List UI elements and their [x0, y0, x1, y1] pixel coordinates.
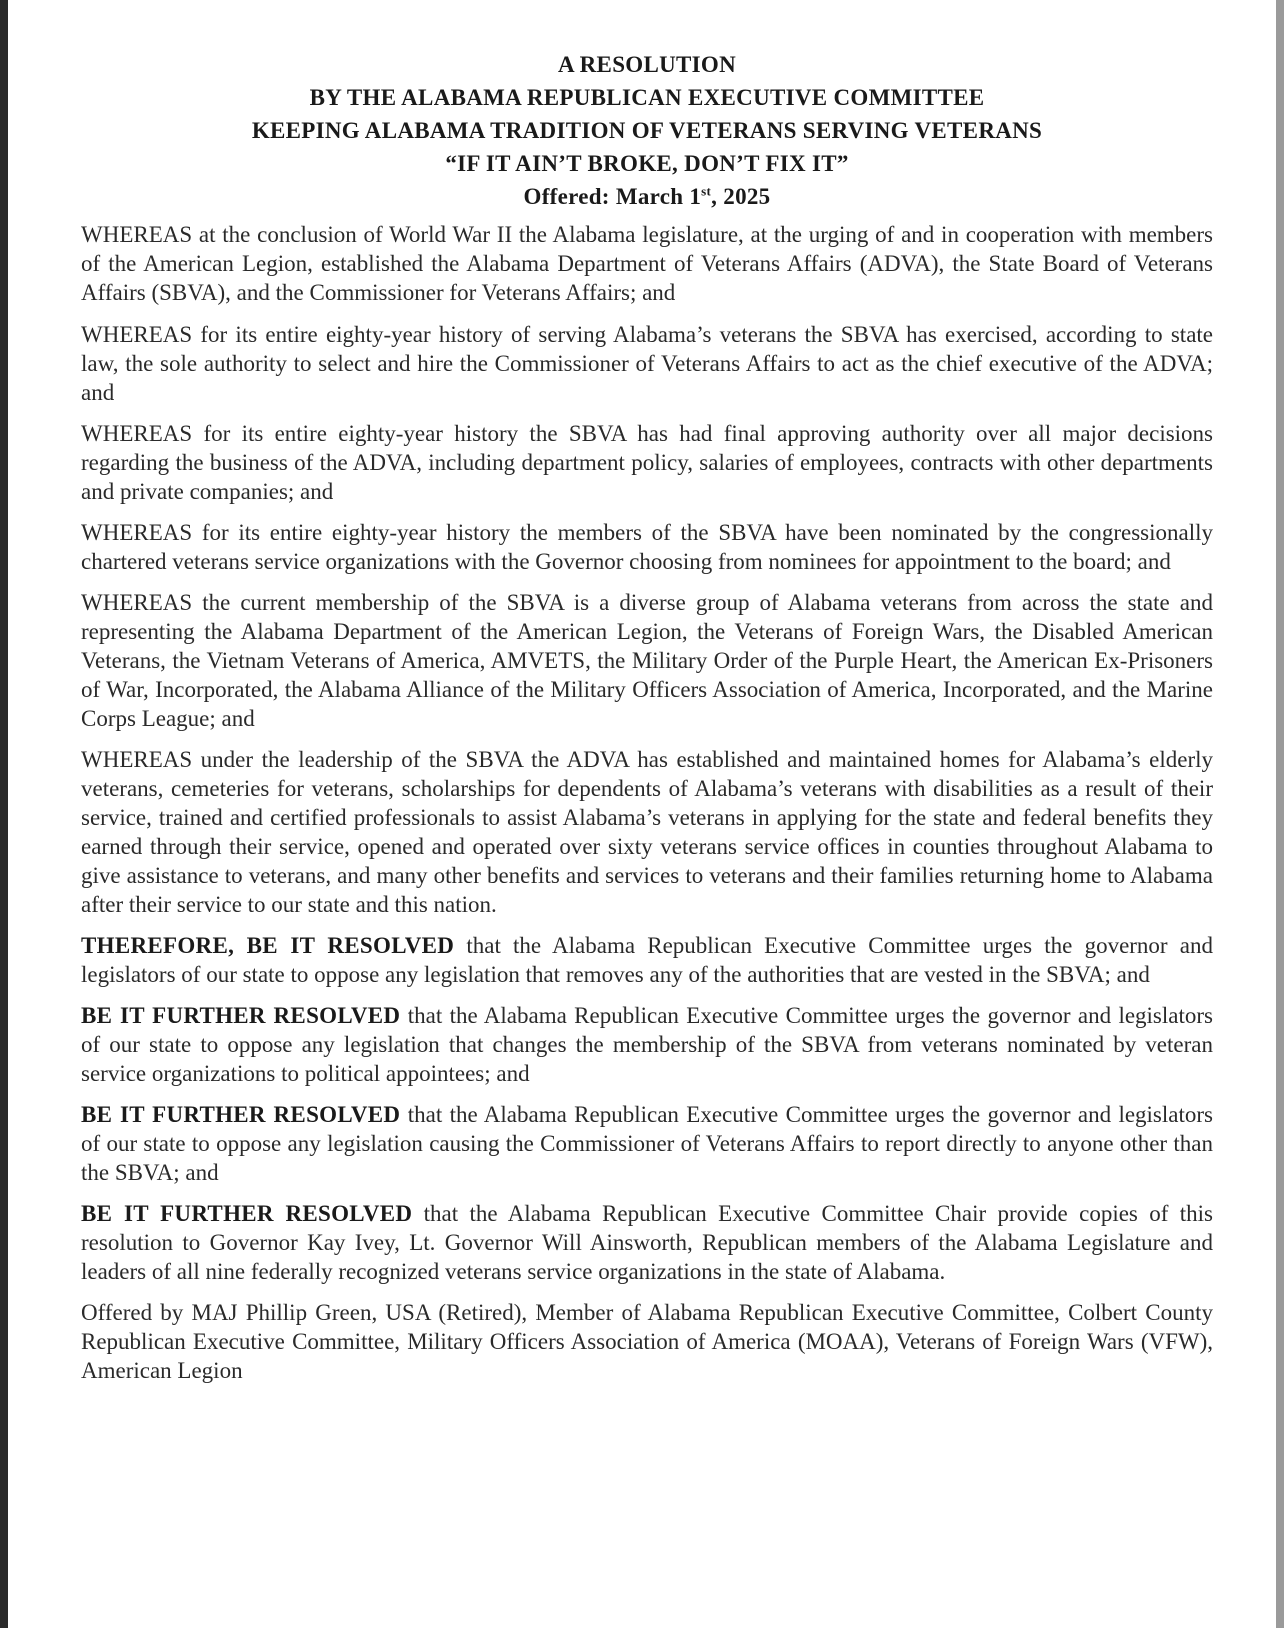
resolved-text: that the Alabama Republican Executive Committee urges the governor and legislators of our state to oppose any legislation that changes the membership of the SBVA from veterans nominated by veteran service organizations to political appointees; and	[81, 1003, 1213, 1086]
resolved-lead: BE IT FURTHER RESOLVED	[81, 1003, 401, 1028]
resolved-text: that the Alabama Republican Executive Committee Chair provide copies of this resolution to Governor Kay Ivey, Lt. Governor Will Ainsworth, Republican members of the Alabama Legislature and leaders of all nine federally recognized veterans service organizations in the state of Alabama.	[81, 1201, 1213, 1284]
whereas-clause: WHEREAS for its entire eighty-year history the SBVA has had final approving authority over all major decisions regarding the business of the ADVA, including department policy, salaries of employees, contracts with other departments and private companies; and	[81, 421, 1213, 504]
whereas-clause: WHEREAS under the leadership of the SBVA the ADVA has established and maintained homes for Alabama’s elderly veterans, cemeteries for veterans, scholarships for dependents of Alabama’s veterans with disabilities as a result of their service, trained and certified professionals to assist Alabama’s veterans in applying for the state and federal benefits they earned through their service, opened and operated over sixty veterans service offices in counties throughout Alabama to give assistance to veterans, and many other benefits and services to veterans and their families returning home to Alabama after their service to our state and this nation.	[81, 747, 1213, 917]
right-scan-edge	[1276, 0, 1284, 1628]
resolved-lead: THEREFORE, BE IT RESOLVED	[81, 933, 455, 958]
left-scan-edge	[0, 0, 8, 1628]
header-motto: “IF IT AIN’T BROKE, DON’T FIX IT”	[445, 151, 849, 176]
document-body	[81, 220, 1213, 1385]
header-committee: BY THE ALABAMA REPUBLICAN EXECUTIVE COMMITTEE	[309, 85, 985, 110]
header-title: A RESOLUTION	[557, 52, 737, 77]
whereas-clause: WHEREAS at the conclusion of World War II the Alabama legislature, at the urging of and in cooperation with members of the American Legion, established the Alabama Department of Veterans Affairs (ADVA), the State Board of Veterans Affairs (SBVA), and the Commissioner for Veterans Affairs; and	[81, 222, 1213, 305]
whereas-clause: WHEREAS for its entire eighty-year history the members of the SBVA have been nominated by the congressionally chartered veterans service organizations with the Governor choosing from nominees for appointment to the board; and	[81, 520, 1213, 574]
offered-date-ordinal: st	[701, 183, 712, 199]
resolved-text: that the Alabama Republican Executive Committee urges the governor and legislators of our state to oppose any legislation that removes any of the authorities that are vested in the SBVA; and	[81, 933, 1213, 987]
resolved-clause	[81, 1100, 1213, 1187]
header-offered-date	[81, 180, 1213, 213]
resolved-lead: BE IT FURTHER RESOLVED	[81, 1201, 413, 1226]
whereas-clause: WHEREAS for its entire eighty-year history of serving Alabama’s veterans the SBVA has exercised, according to state law, the sole authority to select and hire the Commissioner of Veterans Affairs to act as the chief executive of the ADVA; and	[81, 322, 1213, 405]
document-header	[81, 48, 1213, 213]
resolved-clause	[81, 1199, 1213, 1286]
resolution-document	[81, 48, 1213, 1397]
offered-date-prefix: Offered: March 1	[523, 184, 702, 209]
whereas-clause: WHEREAS the current membership of the SBVA is a diverse group of Alabama veterans from across the state and representing the Alabama Department of the American Legion, the Veterans of Foreign Wars, the Disabled American Veterans, the Vietnam Veterans of America, AMVETS, the Military Order of the Purple Heart, the American Ex-Prisoners of War, Incorporated, the Alabama Alliance of the Military Officers Association of America, Incorporated, and the Marine Corps League; and	[81, 590, 1213, 731]
resolved-clause	[81, 931, 1213, 989]
resolved-lead: BE IT FURTHER RESOLVED	[81, 1102, 401, 1127]
resolved-clause	[81, 1001, 1213, 1088]
header-subject: KEEPING ALABAMA TRADITION OF VETERANS SERVING VETERANS	[251, 118, 1043, 143]
resolved-text: that the Alabama Republican Executive Committee urges the governor and legislators of our state to oppose any legislation causing the Commissioner of Veterans Affairs to report directly to anyone other than the SBVA; and	[81, 1102, 1213, 1185]
offered-date-year: , 2025	[711, 184, 771, 209]
offered-by-statement: Offered by MAJ Phillip Green, USA (Retired), Member of Alabama Republican Executive Committee, Colbert County Republican Executive Committee, Military Officers Association of America (MOAA), Veterans of Foreign Wars (VFW), American Legion	[81, 1300, 1213, 1383]
